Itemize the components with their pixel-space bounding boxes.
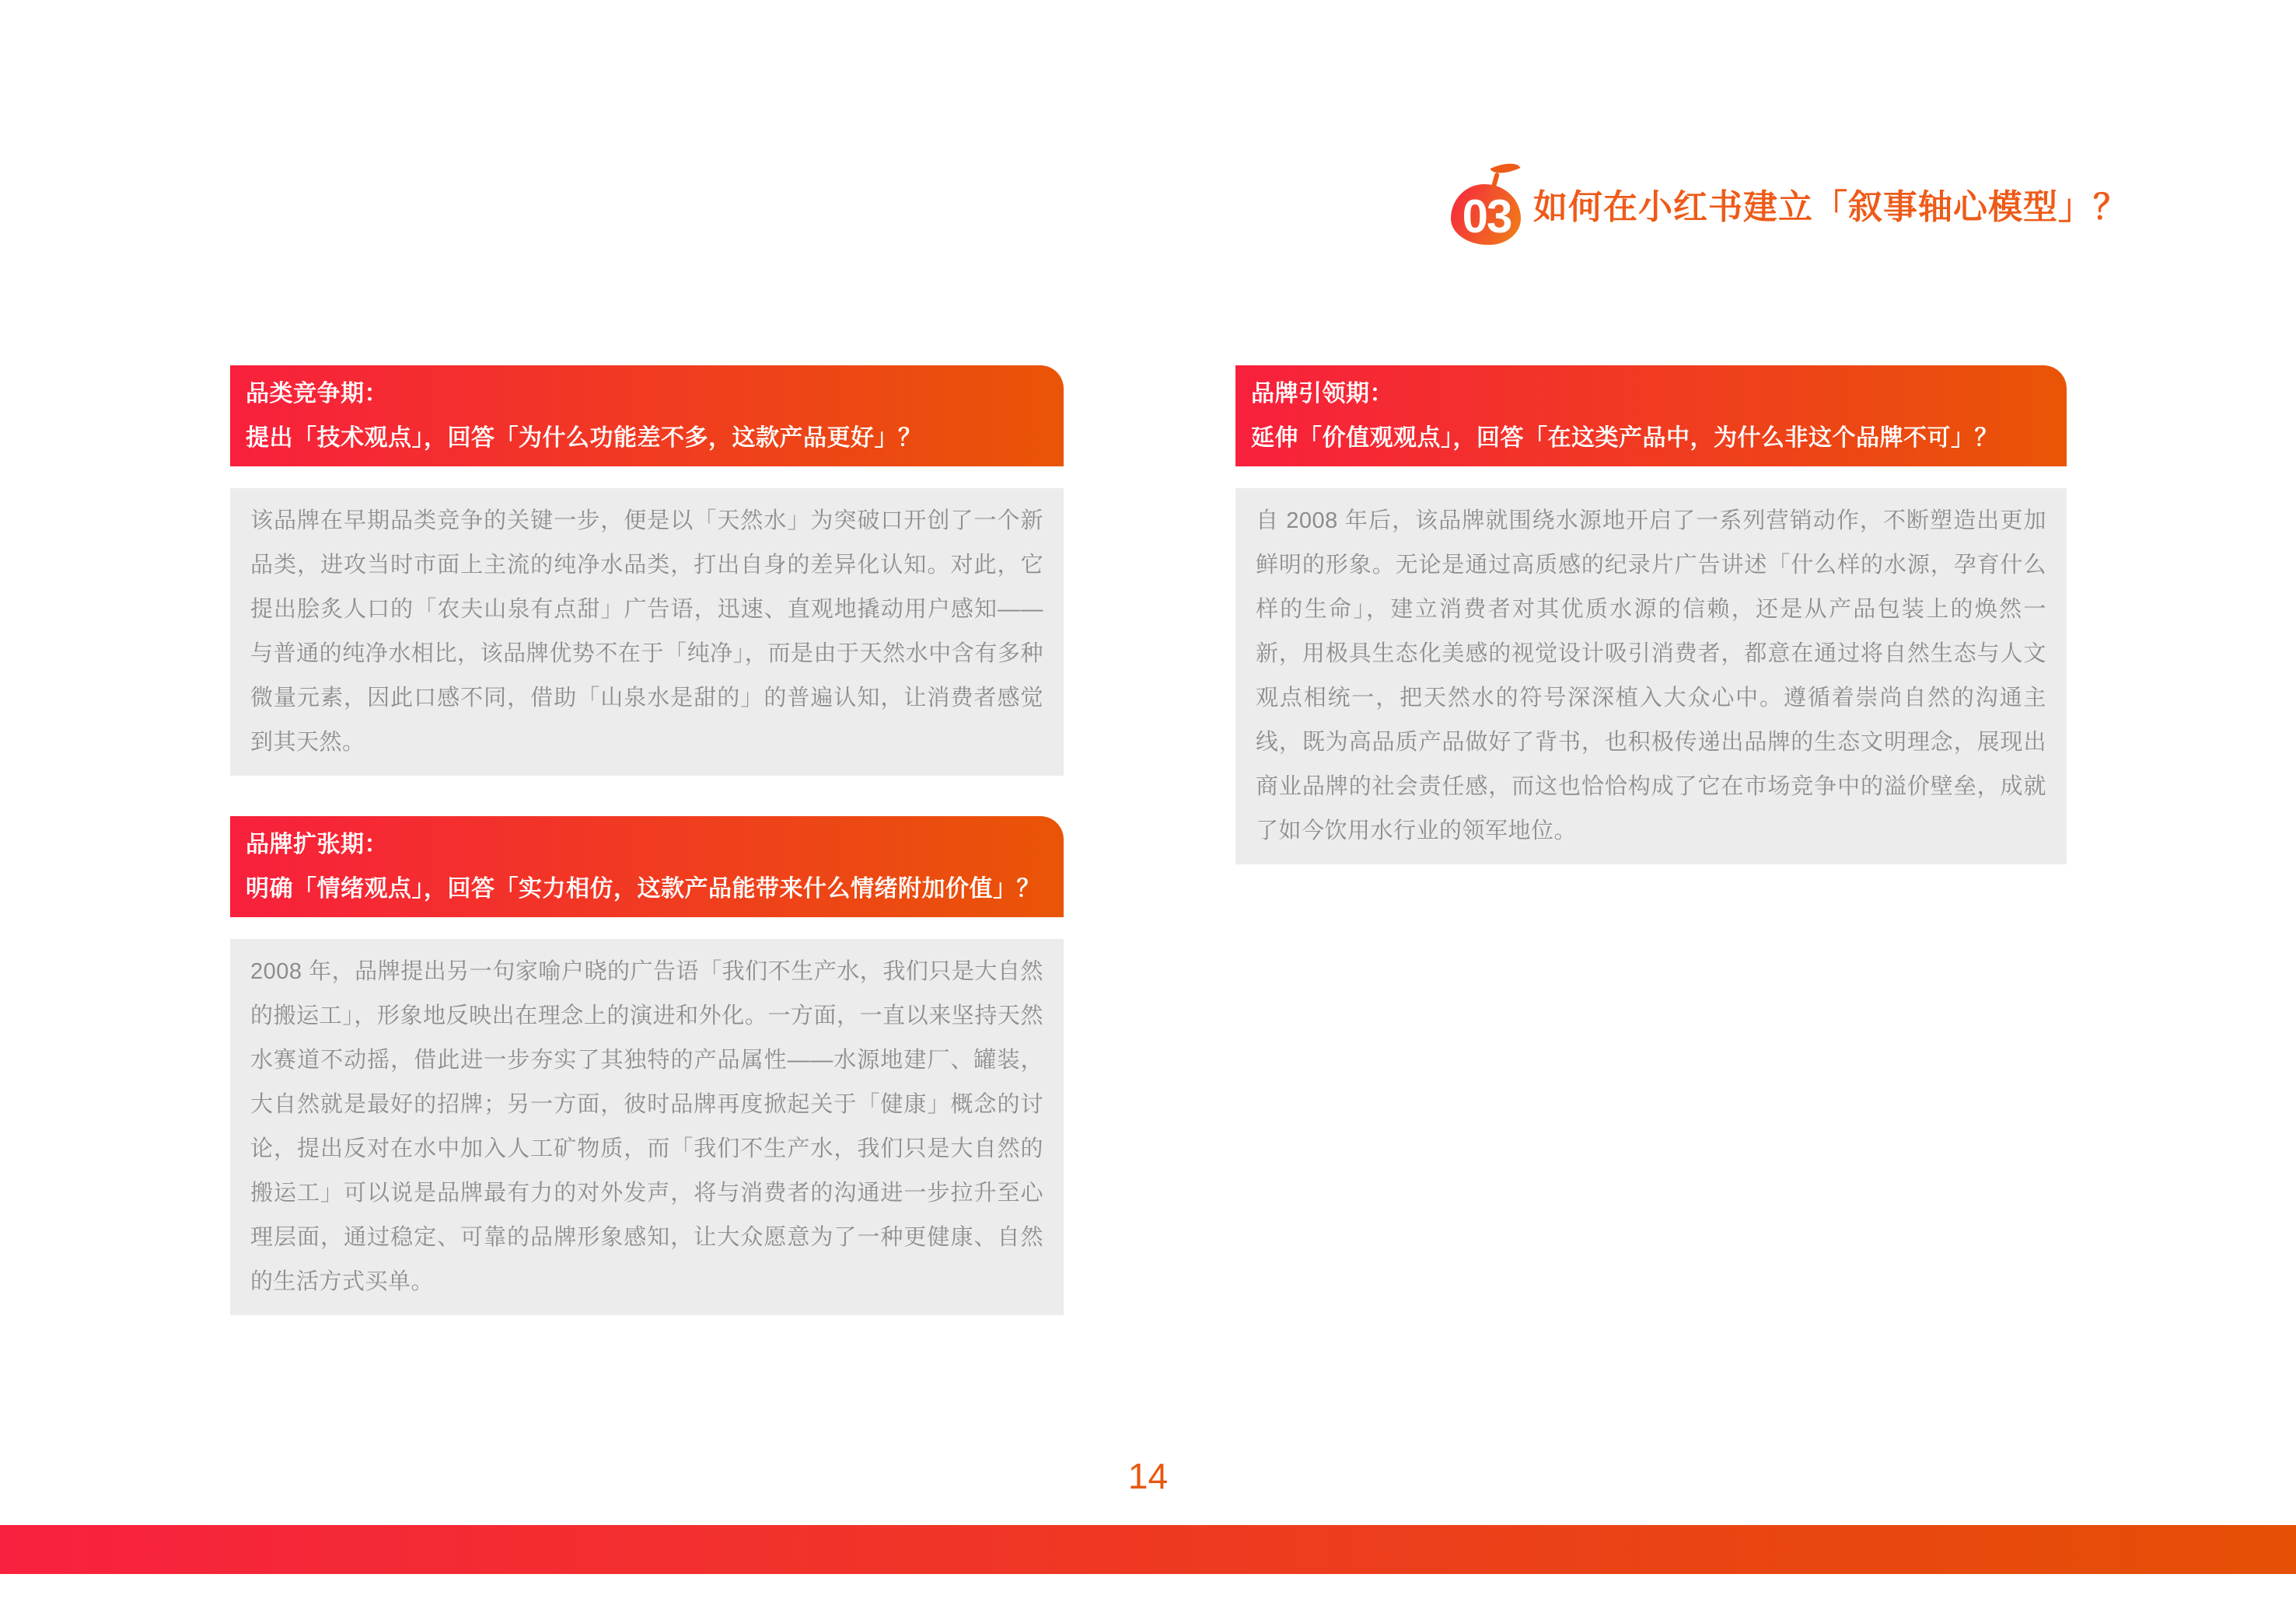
section-body-text: 自 2008 年后，该品牌就围绕水源地开启了一系列营销动作，不断塑造出更加鲜明的形象。无论是通过高质感的纪录片广告讲述「什么样的水源，孕育什么样的生命」，建立消费者对其优质水源的信赖，还是从产品包装上的焕然一新，用极具生态化美感的视觉设计吸引消费者，都意在通过将自然生态与人文观点相统一，把天然水的符号深深植入大众心中。遵循着崇尚自然的沟通主线，既为高品质产品做好了背书，也积极传递出品牌的生态文明理念，展现出商业品牌的社会责任感，而这也恰恰构成了它在市场竞争中的溢价壁垒，成就了如今饮用水行业的领军地位。 bbox=[1235, 488, 2067, 864]
footer-accent-bar bbox=[0, 1525, 2296, 1574]
section-phase-label: 品牌引领期： bbox=[1251, 381, 1393, 407]
chapter-number: 03 bbox=[1462, 190, 1511, 243]
section-phase-label: 品牌扩张期： bbox=[246, 832, 388, 857]
section-card-brand-expansion bbox=[230, 816, 1064, 1315]
section-header bbox=[230, 365, 1064, 466]
section-header bbox=[230, 816, 1064, 917]
section-header bbox=[1235, 365, 2067, 466]
page-title: 如何在小红书建立「叙事轴心模型」？ bbox=[1533, 188, 2128, 226]
section-body-text: 该品牌在早期品类竞争的关键一步，便是以「天然水」为突破口开创了一个新品类，进攻当时市面上主流的纯净水品类，打出自身的差异化认知。对此，它提出脍炙人口的「农夫山泉有点甜」广告语，迅速、直观地撬动用户感知——与普通的纯净水相比，该品牌优势不在于「纯净」，而是由于天然水中含有多种微量元素，因此口感不同，借助「山泉水是甜的」的普遍认知，让消费者感觉到其天然。 bbox=[230, 488, 1064, 776]
chapter-number-icon bbox=[1451, 162, 1524, 245]
section-body-text: 2008 年，品牌提出另一句家喻户晓的广告语「我们不生产水，我们只是大自然的搬运工」，形象地反映出在理念上的演进和外化。一方面，一直以来坚持天然水赛道不动摇，借此进一步夯实了其独特的产品属性——水源地建厂、罐装，大自然就是最好的招牌；另一方面，彼时品牌再度掀起关于「健康」概念的讨论，提出反对在水中加入人工矿物质，而「我们不生产水，我们只是大自然的搬运工」可以说是品牌最有力的对外发声，将与消费者的沟通进一步拉升至心理层面，通过稳定、可靠的品牌形象感知，让大众愿意为了一种更健康、自然的生活方式买单。 bbox=[230, 939, 1064, 1315]
section-question: 提出「技术观点」，回答「为什么功能差不多，这款产品更好」？ bbox=[246, 425, 922, 451]
section-question: 明确「情绪观点」，回答「实力相仿，这款产品能带来什么情绪附加价值」？ bbox=[246, 876, 1040, 902]
left-column bbox=[230, 365, 1064, 1315]
page-number: 14 bbox=[1127, 1456, 1169, 1496]
section-phase-label: 品类竞争期： bbox=[246, 381, 388, 407]
chapter-header bbox=[1451, 162, 2128, 246]
section-card-brand-leading bbox=[1235, 365, 2067, 864]
section-card-category-competition bbox=[230, 365, 1064, 776]
right-column bbox=[1235, 365, 2067, 864]
section-question: 延伸「价值观观点」，回答「在这类产品中，为什么非这个品牌不可」？ bbox=[1251, 425, 1998, 451]
